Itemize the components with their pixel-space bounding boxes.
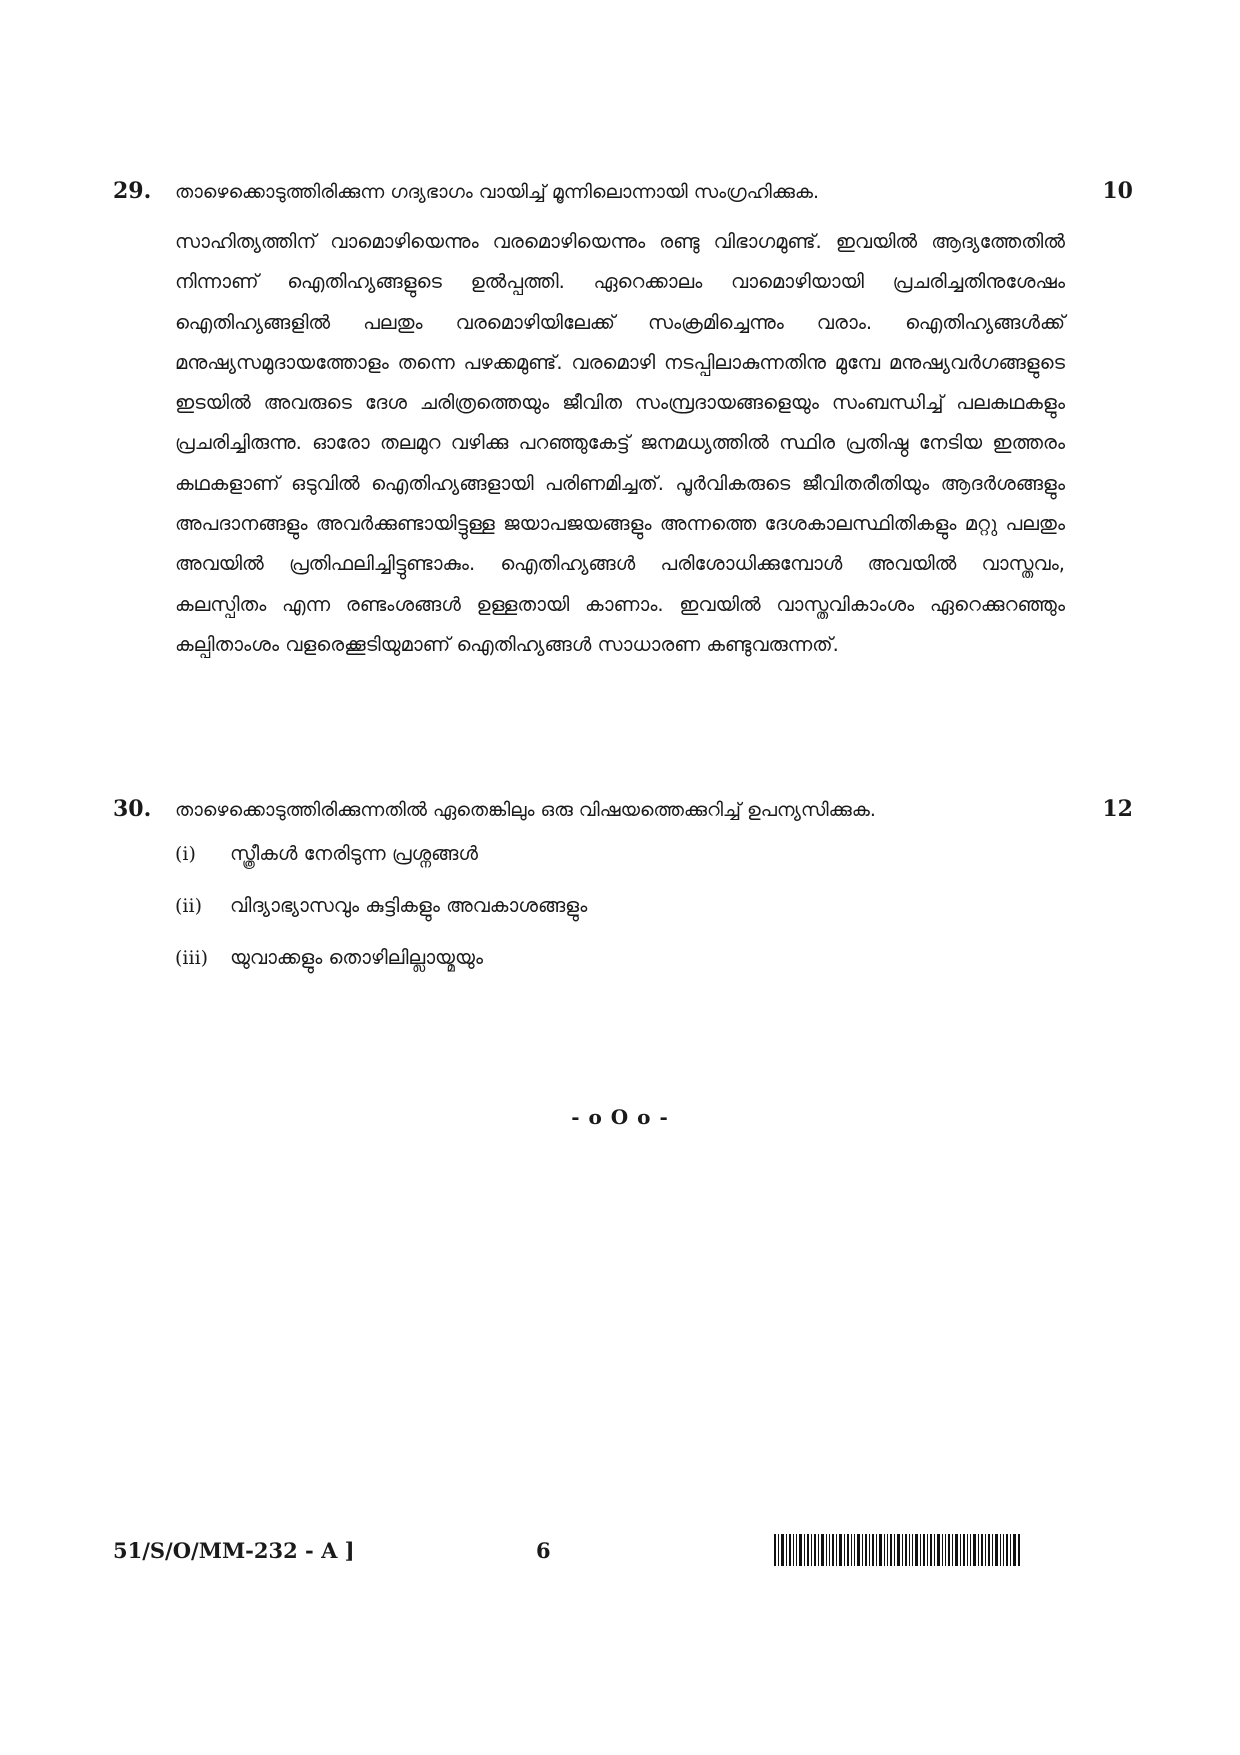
option-number: (ii)	[175, 895, 202, 917]
passage-text: സാഹിത്യത്തിന് വാമൊഴിയെന്നും വരമൊഴിയെന്നും രണ്ടു വിഭാഗമുണ്ട്. ഇവയിൽ ആദ്യത്തേതിൽ നിന്നാണ് ഐതിഹ്യങ്ങളുടെ ഉൽപ്പത്തി. ഏറെക്കാലം വാമൊഴിയായി പ്രചരിച്ചതിനുശേഷം ഐതിഹ്യങ്ങളിൽ പലതും വരമൊഴിയിലേക്ക് സംക്രമിച്ചെന്നും വരാം. ഐതിഹ്യങ്ങൾക്ക് മനുഷ്യസമുദായത്തോളം തന്നെ പഴക്കമുണ്ട്. വരമൊഴി നടപ്പിലാകുന്നതിനു മുമ്പേ മനുഷ്യവർഗങ്ങളുടെ ഇടയിൽ അവരുടെ ദേശ ചരിത്രത്തെയും ജീവിത സംമ്പ്രദായങ്ങളെയും സംബന്ധിച്ച് പലകഥകളും പ്രചരിച്ചിരുന്നു. ഓരോ തലമുറ വഴിക്കു പറഞ്ഞുകേട്ട് ജനമധ്യത്തിൽ സ്ഥിര പ്രതിഷ്ഠ നേടിയ ഇത്തരം കഥകളാണ് ഒടുവിൽ ഐതിഹ്യങ്ങളായി പരിണമിച്ചത്. പൂർവികരുടെ ജീവിതരീതിയും ആദർശങ്ങളും അപദാനങ്ങളും അവർക്കുണ്ടായിട്ടുള്ള ജയാപജയങ്ങളും അന്നത്തെ ദേശകാലസ്ഥിതികളും മറ്റു പലതും അവയിൽ പ്രതിഫലിച്ചിട്ടുണ്ടാകും. ഐതിഹ്യങ്ങൾ പരിശോധിക്കുമ്പോൾ അവയിൽ വാസ്തവം, കലസ്പിതം എന്ന രണ്ടംശങ്ങൾ ഉള്ളതായി കാണാം. ഇവയിൽ വാസ്തവികാംശം ഏറെക്കുറഞ്ഞും കല്പിതാംശം വളരെക്കൂടിയുമാണ് ഐതിഹ്യങ്ങൾ സാധാരണ കണ്ടുവരുന്നത്.	[175, 230, 1065, 656]
barcode-icon	[774, 1534, 1020, 1566]
question-text: താഴെക്കൊടുത്തിരിക്കുന്ന ഗദ്യഭാഗം വായിച്ച് മൂന്നിലൊന്നായി സംഗ്രഹിക്കുക.	[175, 181, 820, 203]
option-item	[175, 894, 1133, 946]
option-text: സ്ത്രീകൾ നേരിടുന്ന പ്രശ്നങ്ങൾ	[230, 842, 478, 865]
passage	[175, 222, 1065, 665]
question-number: 30.	[113, 796, 152, 822]
question-marks: 10	[1102, 178, 1133, 204]
question-text: താഴെക്കൊടുത്തിരിക്കുന്നതിൽ ഏതെങ്കിലും ഒരു വിഷയത്തെക്കുറിച്ച് ഉപന്യസിക്കുക.	[175, 799, 876, 821]
question-number: 29.	[113, 178, 152, 204]
option-number: (i)	[175, 843, 196, 865]
option-item	[175, 842, 1133, 894]
option-text: വിദ്യാഭ്യാസവും കുട്ടികളും അവകാശങ്ങളും	[230, 894, 588, 917]
question-header	[113, 796, 1133, 822]
question-marks: 12	[1102, 796, 1133, 822]
question-header	[113, 178, 1133, 204]
question-30	[113, 796, 1133, 1014]
page-number: 6	[536, 1538, 551, 1563]
option-list	[175, 842, 1133, 998]
end-of-paper-mark: - o O o -	[571, 1105, 669, 1129]
option-item	[175, 946, 1133, 998]
question-29	[113, 178, 1133, 665]
option-number: (iii)	[175, 947, 209, 969]
option-text: യുവാക്കളും തൊഴിലില്ലായ്മയും	[230, 946, 484, 969]
paper-code: 51/S/O/MM-232 - A ]	[113, 1538, 355, 1563]
